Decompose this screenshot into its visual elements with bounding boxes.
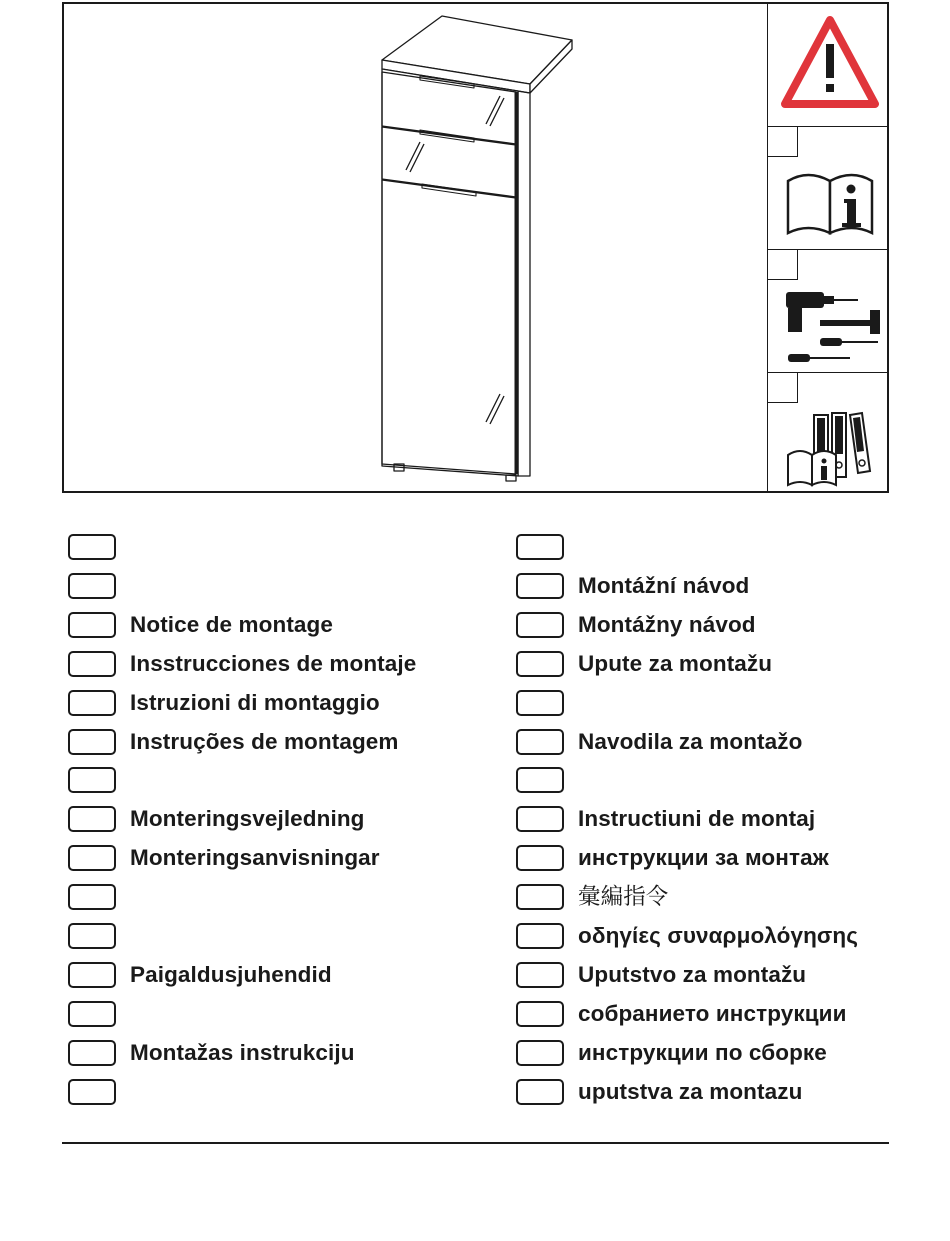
language-checkbox (68, 1079, 116, 1105)
language-checkbox (516, 806, 564, 832)
language-label: Paigaldusjuhendid (130, 961, 332, 987)
language-checkbox (516, 1001, 564, 1027)
language-label: Instruções de montagem (130, 728, 399, 754)
language-checkbox (68, 923, 116, 949)
language-checkbox (516, 729, 564, 755)
language-checkbox (516, 534, 564, 560)
language-checkbox (516, 845, 564, 871)
language-checkbox (68, 729, 116, 755)
info-tab (768, 127, 798, 157)
cabinet-illustration (64, 4, 767, 491)
language-checkbox (68, 962, 116, 988)
language-label: инструкции за монтаж (578, 845, 829, 871)
language-label: Navodila za montažo (578, 728, 803, 754)
icon-panel (767, 4, 888, 491)
language-label: Montážní návod (578, 572, 750, 598)
language-label: Monteringsanvisningar (130, 845, 380, 871)
language-label: Montažas instrukciju (130, 1039, 355, 1065)
language-label: Montážny návod (578, 611, 756, 637)
language-checkbox (516, 612, 564, 638)
language-label: Istruzioni di montaggio (130, 689, 380, 715)
language-checkbox (516, 767, 564, 793)
language-checkbox (68, 690, 116, 716)
language-label: Notice de montage (130, 611, 333, 637)
language-checkbox (516, 884, 564, 910)
language-checkbox (516, 651, 564, 677)
language-checkbox (516, 1079, 564, 1105)
cover-illustration-box (62, 2, 889, 493)
tools-tab (768, 250, 798, 280)
language-checkbox (516, 1040, 564, 1066)
language-label: 彙編指令 (578, 884, 669, 911)
documents-info-icon (784, 409, 874, 489)
info-cell (768, 126, 888, 250)
language-checkbox (68, 767, 116, 793)
language-checkbox (68, 534, 116, 560)
language-checkbox (68, 806, 116, 832)
language-checkbox (68, 845, 116, 871)
language-checkbox (516, 923, 564, 949)
language-label: Uputstvo za montažu (578, 961, 807, 987)
documents-tab (768, 373, 798, 403)
warning-cell (768, 4, 888, 126)
language-label: uputstva za montazu (578, 1078, 803, 1104)
language-checkbox (68, 651, 116, 677)
language-label: Insstrucciones de montaje (130, 650, 417, 676)
warning-triangle-icon (780, 14, 880, 112)
info-book-icon (784, 167, 876, 237)
language-label: Monteringsvejledning (130, 806, 365, 832)
language-checkbox (68, 1001, 116, 1027)
tools-icon (780, 286, 884, 370)
tools-cell (768, 249, 888, 373)
language-checkbox (516, 962, 564, 988)
language-label: собранието инструкции (578, 1000, 847, 1026)
language-checkbox (68, 573, 116, 599)
language-label: οδηγίες συναρμολόγησης (578, 923, 859, 948)
language-checkbox (68, 884, 116, 910)
documents-cell (768, 372, 888, 492)
language-label: инструкции по сборке (578, 1039, 827, 1065)
language-label: Upute za montažu (578, 650, 773, 676)
language-checkbox (68, 612, 116, 638)
footer-divider (62, 1142, 889, 1144)
language-label: Instructiuni de montaj (578, 806, 816, 832)
language-checkbox (516, 690, 564, 716)
language-checkbox (516, 573, 564, 599)
language-checkbox (68, 1040, 116, 1066)
